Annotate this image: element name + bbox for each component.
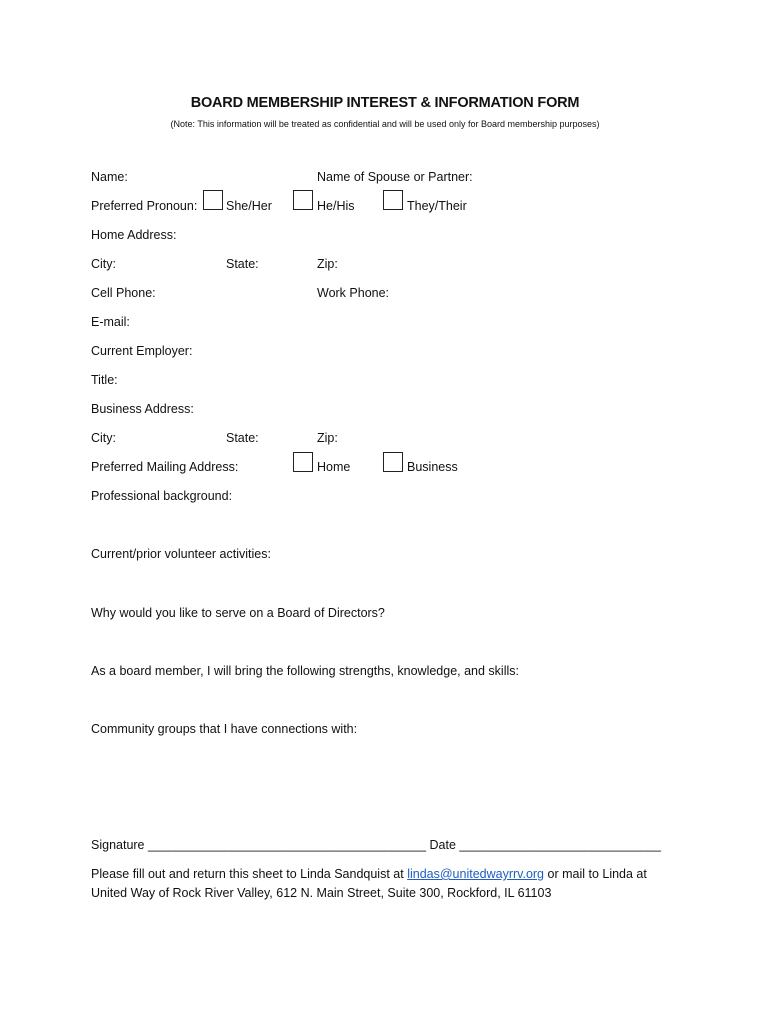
professional-label: Professional background: <box>91 489 233 503</box>
email-label: E-mail: <box>91 315 130 329</box>
business-address-label: Business Address: <box>91 402 194 416</box>
signature-line: Signature ________________________________________ Date _____________________________ <box>91 838 662 852</box>
pronoun-they-label: They/Their <box>407 199 467 213</box>
strengths-label: As a board member, I will bring the following strengths, knowledge, and skills: <box>91 664 519 678</box>
pronoun-label: Preferred Pronoun: <box>91 199 198 213</box>
pronoun-she-label: She/Her <box>226 199 272 213</box>
home-state-label: State: <box>226 257 259 271</box>
why-serve-label: Why would you like to serve on a Board of Directors? <box>91 606 385 620</box>
mailing-business-label: Business <box>407 460 458 474</box>
pronoun-he-label: He/His <box>317 199 355 213</box>
form-note: (Note: This information will be treated as confidential and will be used only for Board membership purposes) <box>170 119 600 129</box>
home-city-label: City: <box>91 257 116 271</box>
work-phone-label: Work Phone: <box>317 286 390 300</box>
cell-phone-label: Cell Phone: <box>91 286 156 300</box>
footer-text-pre: Please fill out and return this sheet to Linda Sandquist at <box>91 867 408 881</box>
footer-line-2: United Way of Rock River Valley, 612 N. Main Street, Suite 300, Rockford, IL 61103 <box>91 886 552 900</box>
pronoun-she-checkbox[interactable] <box>203 190 223 210</box>
spouse-label: Name of Spouse or Partner: <box>317 170 473 184</box>
business-zip-label: Zip: <box>317 431 338 445</box>
form-title: BOARD MEMBERSHIP INTEREST & INFORMATION FORM <box>190 95 580 111</box>
home-zip-label: Zip: <box>317 257 338 271</box>
community-label: Community groups that I have connections with: <box>91 722 358 736</box>
footer-line-1 <box>91 867 647 882</box>
email-link[interactable]: lindas@unitedwayrrv.org <box>407 867 545 881</box>
employer-label: Current Employer: <box>91 344 193 358</box>
mailing-business-checkbox[interactable] <box>383 452 403 472</box>
mailing-label: Preferred Mailing Address: <box>91 460 239 474</box>
business-city-label: City: <box>91 431 116 445</box>
job-title-label: Title: <box>91 373 118 387</box>
mailing-home-label: Home <box>317 460 351 474</box>
volunteer-label: Current/prior volunteer activities: <box>91 547 271 561</box>
home-address-label: Home Address: <box>91 228 177 242</box>
pronoun-he-checkbox[interactable] <box>293 190 313 210</box>
name-label: Name: <box>91 170 128 184</box>
business-state-label: State: <box>226 431 259 445</box>
mailing-home-checkbox[interactable] <box>293 452 313 472</box>
pronoun-they-checkbox[interactable] <box>383 190 403 210</box>
footer-text-post: or mail to Linda at <box>544 867 647 881</box>
